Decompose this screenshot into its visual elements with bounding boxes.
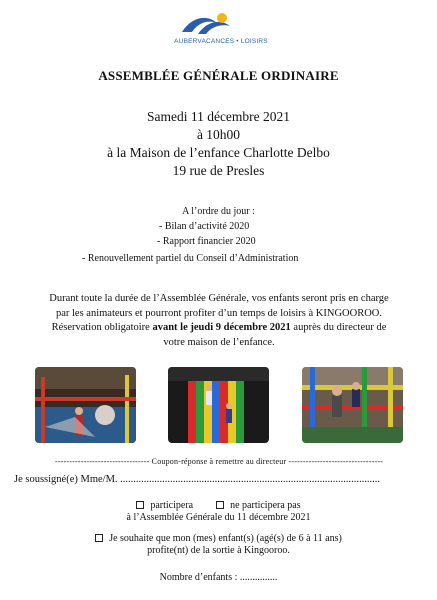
agenda-item: - Renouvellement partiel du Conseil d’Administration [82,253,299,264]
signature-label: Je soussigné(e) Mme/M. [14,474,121,485]
aubervacances-logo [166,12,276,50]
event-date: Samedi 11 décembre 2021 [146,109,291,124]
slide-photo [168,367,269,443]
agenda [0,204,437,266]
participate-label: participera [150,500,194,511]
coupon-header [14,457,424,466]
event-time: à 10h00 [196,127,241,142]
logo-wave-icon [178,12,234,36]
note-line: par les animateurs et pourront profiter d’un temps de loisirs à KINGOOROO. [55,307,382,319]
not-participate-checkbox[interactable] [216,501,224,509]
note-line: Durant toute la durée de l’Assemblée Générale, vos enfants seront pris en charge [49,293,389,304]
agenda-item: - Rapport financier 2020 [157,236,256,247]
not-participate-label: ne participera pas [230,500,301,511]
kids-outing-checkbox[interactable] [95,534,103,542]
participate-checkbox[interactable] [136,501,144,509]
divider-dashes: --------------------------------- [286,457,384,466]
participation-choice [0,500,437,524]
page-title: ASSEMBLÉE GÉNÉRALE ORDINAIRE [98,68,339,83]
childcare-note [14,292,424,350]
event-place: à la Maison de l’enfance Charlotte Delbo [107,145,330,160]
signature-row [14,474,424,485]
assembly-line: à l’Assemblée Générale du 11 décembre 2021 [126,512,311,523]
divider-dashes: --------------------------------- [54,457,152,466]
kids-option [0,533,437,545]
note-text: Réservation obligatoire [51,322,153,333]
kids-outing [0,533,437,557]
agenda-item: - Bilan d’activité 2020 [159,221,250,232]
event-details [0,108,437,180]
signature-field[interactable]: ................................................................................................... [120,474,381,485]
children-count-field[interactable]: ............... [239,572,278,583]
kids-line: Je souhaite que mon (mes) enfant(s) (agé(s) de 6 à 11 ans) [109,533,342,544]
note-text: auprès du directeur de [290,322,387,333]
note-line [14,321,424,336]
play-area-photo [35,367,136,443]
agenda-title: A l’ordre du jour : [182,206,255,217]
note-line: votre maison de l’enfance. [163,336,275,348]
climbing-structure-photo [302,367,403,443]
children-count [0,572,437,583]
children-count-label: Nombre d’enfants : [159,572,240,583]
kids-line: profite(nt) de la sortie à Kingooroo. [147,545,290,556]
participation-options [0,500,437,512]
reservation-deadline: avant le jeudi 9 décembre 2021 [152,322,291,333]
event-address: 19 rue de Presles [172,163,265,178]
coupon-title: Coupon-réponse à remettre au directeur [151,457,287,466]
logo-text: AUBERVACANCES • LOISIRS [174,38,268,45]
